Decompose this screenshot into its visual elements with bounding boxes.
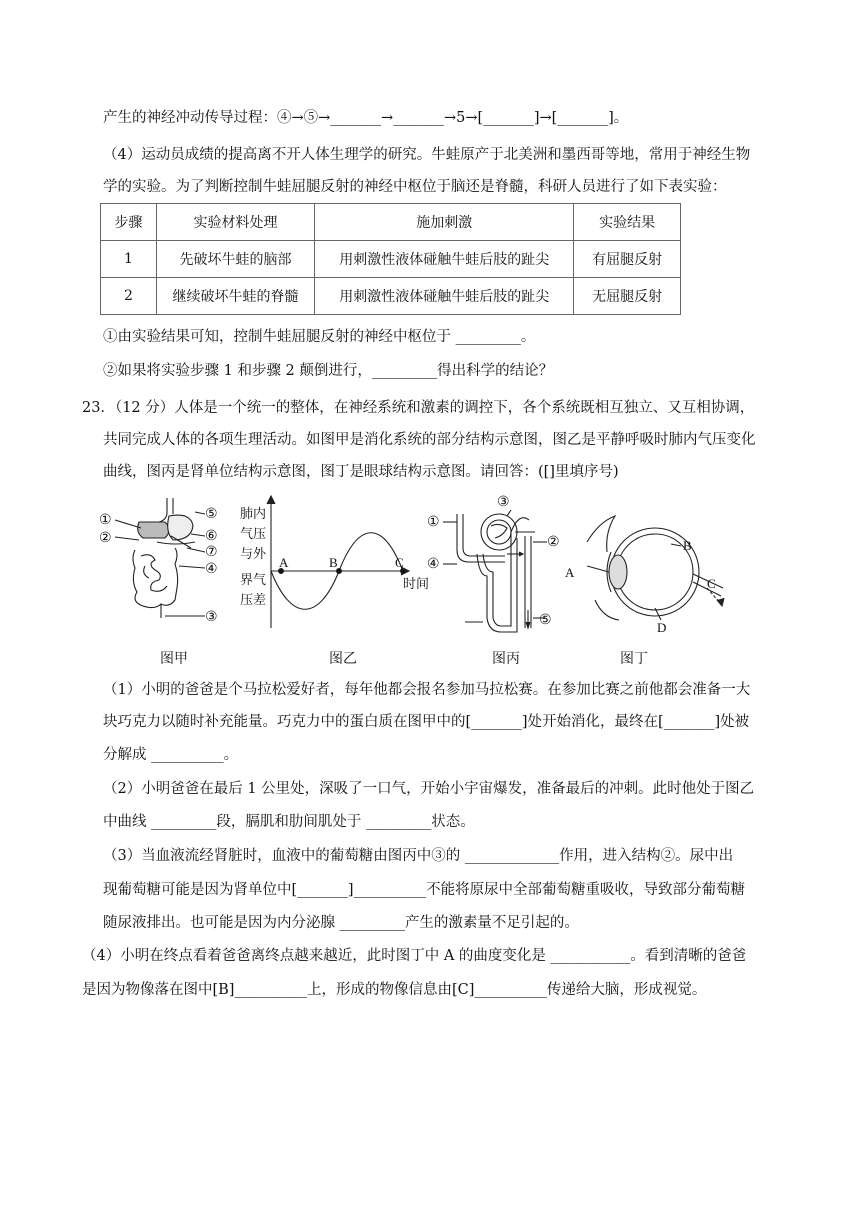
yi-point: A (279, 555, 289, 570)
text-line: （4）运动员成绩的提高离不开人体生理学的研究。牛蛙原产于北美洲和墨西哥等地，常用于神经生物 (103, 147, 751, 163)
jia-label: ④ (205, 562, 218, 577)
table-row (101, 278, 681, 315)
table-cell: 用刺激性液体碰触牛蛙后肢的趾尖 (315, 241, 574, 278)
table-header: 实验材料处理 (156, 204, 314, 241)
yi-ylabel: 气压 (240, 526, 267, 541)
yi-ylabel: 压差 (240, 592, 267, 607)
text-line: 曲线，图丙是肾单位结构示意图，图丁是眼球结构示意图。请回答：([]里填序号) (103, 464, 619, 480)
yi-ylabel: 界气 (240, 572, 267, 587)
table-cell: 有屈腿反射 (574, 241, 681, 278)
experiment-table (100, 203, 681, 315)
table-row (101, 241, 681, 278)
figure-caption: 图丁 (620, 651, 648, 667)
bing-label: ② (547, 535, 560, 550)
figure-caption: 图丙 (492, 651, 520, 667)
figures (95, 492, 735, 667)
jia-label: ⑦ (205, 545, 218, 560)
table-header: 实验结果 (574, 204, 681, 241)
text-line: 中曲线 _________段，膈肌和肋间肌处于 _________状态。 (103, 814, 475, 830)
yi-ylabel: 与外 (240, 546, 267, 561)
jia-label: ③ (205, 610, 218, 625)
bing-label: ⑤ (539, 613, 552, 628)
bing-label: ④ (427, 557, 440, 572)
text-line: （1）小明的爸爸是个马拉松爱好者，每年他都会报名参加马拉松赛。在参加比赛之前他都会准备一大 (103, 682, 751, 698)
question-stem: 23．（12 分）人体是一个统一的整体，在神经系统和激素的调控下，各个系统既相互独立、又互相协调， (82, 400, 755, 416)
text-line: 产生的神经冲动传导过程：④→⑤→_______→_______→5→[_______]→[_______]。 (103, 110, 629, 126)
yi-xlabel: 时间 (403, 576, 430, 591)
table-header-row (101, 204, 681, 241)
table-header: 施加刺激 (315, 204, 574, 241)
jia-label: ② (99, 531, 112, 546)
text-line: 块巧克力以随时补充能量。巧克力中的蛋白质在图甲中的[_______]处开始消化，最终在[_______]处被 (103, 714, 750, 730)
text-line: ①由实验结果可知，控制牛蛙屈腿反射的神经中枢位于 _________。 (103, 329, 536, 345)
ding-label: A (565, 565, 575, 580)
table-header: 步骤 (101, 204, 157, 241)
text-line: （3）当血液流经肾脏时，血液中的葡萄糖由图丙中③的 _____________作用，进入结构②。尿中出 (103, 848, 734, 864)
eyeball-diagram (587, 516, 724, 620)
table-cell: 无屈腿反射 (574, 278, 681, 315)
text-line: 是因为物像落在图中[B]__________上，形成的物像信息由[C]__________传递给大脑，形成视觉。 (82, 982, 707, 998)
table-cell: 先破坏牛蛙的脑部 (156, 241, 314, 278)
ding-label: B (683, 538, 692, 553)
figure-caption: 图甲 (160, 651, 188, 667)
text-line: （4）小明在终点看着爸爸离终点越来越近，此时图丁中 A 的曲度变化是 ___________。看到清晰的爸爸 (82, 948, 747, 964)
bing-label: ③ (497, 495, 510, 510)
yi-ylabel: 肺内 (240, 506, 267, 521)
table-cell: 1 (101, 241, 157, 278)
table-cell: 2 (101, 278, 157, 315)
figure-caption: 图乙 (329, 651, 357, 667)
jia-label: ① (99, 513, 112, 528)
jia-label: ⑤ (205, 507, 218, 522)
bing-label: ① (427, 515, 440, 530)
ding-label: D (657, 620, 667, 635)
digestive-system-diagram (115, 498, 205, 618)
yi-point: C (395, 555, 404, 570)
text-line: 随尿液排出。也可能是因为内分泌腺 _________产生的激素量不足引起的。 (103, 915, 579, 931)
text-line: 学的实验。为了判断控制牛蛙屈腿反射的神经中枢位于脑还是脊髓，科研人员进行了如下表实验： (103, 179, 727, 195)
text-line: 现葡萄糖可能是因为肾单位中[_______]__________不能将原尿中全部葡萄糖重吸收，导致部分葡萄糖 (103, 882, 746, 898)
ding-label: C (707, 576, 716, 591)
text-line: ②如果将实验步骤 1 和步骤 2 颠倒进行，_________得出科学的结论？ (103, 363, 554, 379)
text-line: 共同完成人体的各项生理活动。如图甲是消化系统的部分结构示意图，图乙是平静呼吸时肺内气压变化 (103, 432, 756, 448)
text-line: 分解成 __________。 (103, 747, 239, 763)
table-cell: 用刺激性液体碰触牛蛙后肢的趾尖 (315, 278, 574, 315)
nephron-diagram (443, 510, 547, 632)
jia-label: ⑥ (205, 529, 218, 544)
yi-point: B (329, 555, 338, 570)
text-line: （2）小明爸爸在最后 1 公里处，深吸了一口气，开始小宇宙爆发，准备最后的冲刺。此时他处于图乙 (103, 781, 755, 797)
table-cell: 继续破坏牛蛙的脊髓 (156, 278, 314, 315)
